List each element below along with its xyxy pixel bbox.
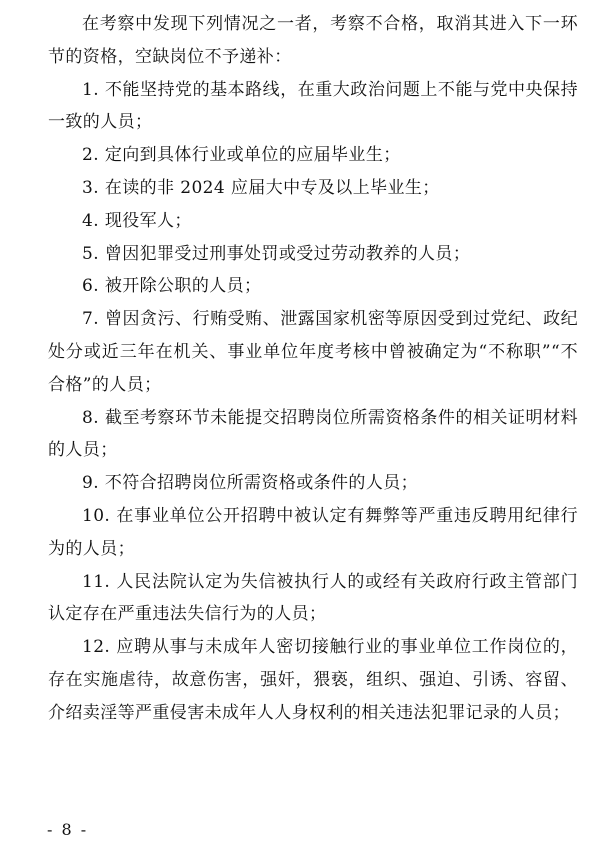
list-item-7: 7. 曾因贪污、行贿受贿、泄露国家机密等原因受到过党纪、政纪处分或近三年在机关、事业单位年度考核中曾被确定为“不称职”“不合格”的人员；: [48, 309, 578, 395]
list-item-12: 12. 应聘从事与未成年人密切接触行业的事业单位工作岗位的，存在实施虐待，故意伤害，强奸，猥亵，组织、强迫、引诱、容留、介绍卖淫等严重侵害未成年人人身权利的相关违法犯罪记录的人员；: [48, 637, 578, 723]
list-item-11: 11. 人民法院认定为失信被执行人的或经有关政府行政主管部门认定存在严重违法失信行为的人员；: [48, 571, 578, 625]
list-item-6: 6. 被开除公职的人员；: [82, 276, 262, 297]
intro-paragraph: 在考察中发现下列情况之一者，考察不合格，取消其进入下一环节的资格，空缺岗位不予递补：: [48, 14, 578, 67]
list-item-2: 2. 定向到具体行业或单位的应届毕业生；: [82, 145, 401, 166]
list-item-5: 5. 曾因犯罪受过刑事处罚或受过劳动教养的人员；: [82, 243, 471, 264]
list-item-10: 10. 在事业单位公开招聘中被认定有舞弊等严重违反聘用纪律行为的人员；: [48, 505, 578, 559]
list-item-4: 4. 现役军人；: [82, 210, 192, 231]
list-item-8: 8. 截至考察环节未能提交招聘岗位所需资格条件的相关证明材料的人员；: [48, 407, 578, 461]
list-item-1: 1. 不能坚持党的基本路线，在重大政治问题上不能与党中央保持一致的人员；: [48, 79, 578, 133]
document-body: [48, 8, 578, 730]
list-item-9: 9. 不符合招聘岗位所需资格或条件的人员；: [82, 473, 419, 494]
page-number: - 8 -: [47, 820, 89, 839]
list-item-3: 3. 在读的非 2024 应届大中专及以上毕业生；: [82, 177, 440, 198]
